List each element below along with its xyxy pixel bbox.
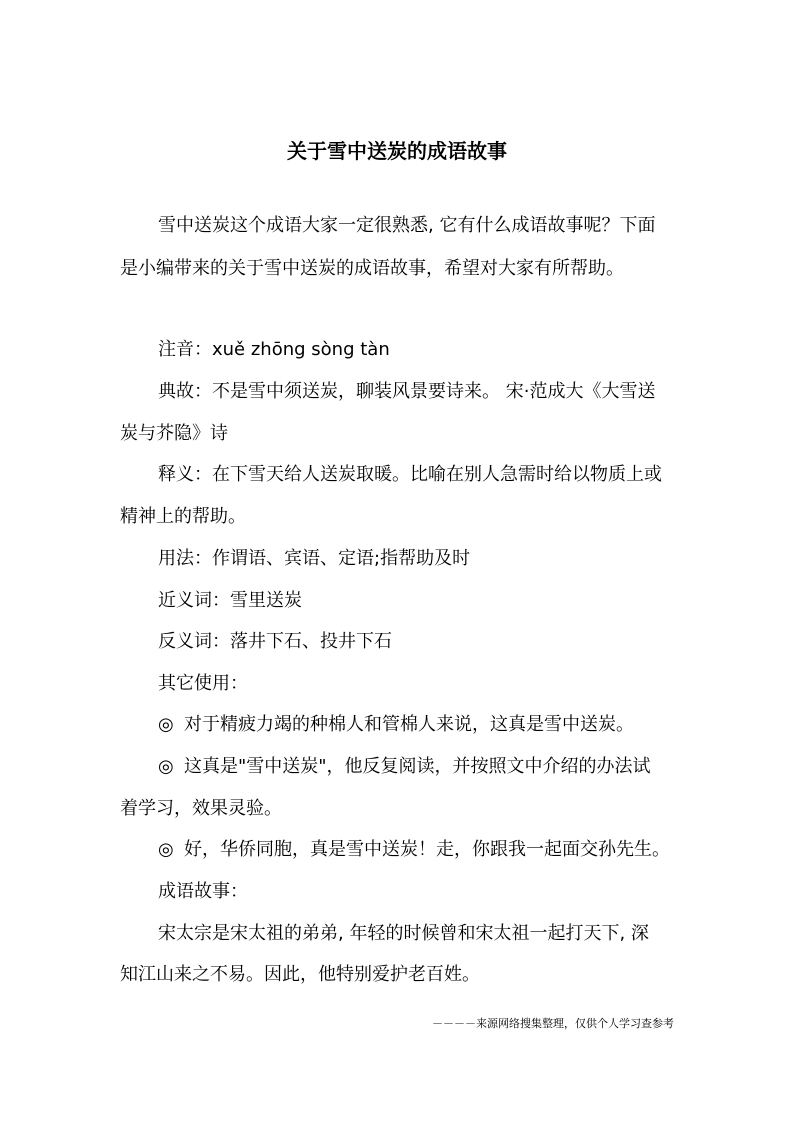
intro-line-2: 是小编带来的关于雪中送炭的成语故事，希望对大家有所帮助。 — [120, 258, 624, 279]
meaning-line-1: 释义：在下雪天给人送炭取暖。比喻在别人急需时给以物质上或 — [158, 464, 662, 485]
story-line-2: 知江山来之不易。因此，他特别爱护老百姓。 — [120, 964, 480, 985]
pinyin-line: 注音：xuě zhōng sòng tàn — [158, 339, 390, 360]
meaning-line-2: 精神上的帮助。 — [120, 506, 246, 527]
other-usage-heading: 其它使用： — [158, 673, 248, 694]
example-2-continued: 着学习，效果灵验。 — [120, 798, 282, 819]
source-footer: －－－－来源网络搜集整理，仅供个人学习查参考 — [432, 1017, 674, 1030]
allusion-line-1: 典故：不是雪中须送炭，聊装风景要诗来。 宋·范成大《大雪送 — [158, 381, 656, 402]
example-3 — [158, 837, 670, 863]
bullet-icon: ◎ — [158, 756, 174, 777]
document-title: 关于雪中送炭的成语故事 — [287, 139, 507, 163]
example-1 — [158, 712, 634, 738]
bullet-icon: ◎ — [158, 714, 174, 735]
story-line-1: 宋太宗是宋太祖的弟弟, 年轻的时候曾和宋太祖一起打天下, 深 — [158, 923, 649, 944]
synonym-line: 近义词：雪里送炭 — [158, 590, 302, 611]
example-1-text: 对于精疲力竭的种棉人和管棉人来说，这真是雪中送炭。 — [184, 714, 634, 735]
example-2 — [158, 754, 651, 780]
antonym-line: 反义词：落井下石、投井下石 — [158, 631, 392, 652]
allusion-line-2: 炭与芥隐》诗 — [120, 423, 228, 444]
example-3-text: 好，华侨同胞，真是雪中送炭！走，你跟我一起面交孙先生。 — [184, 839, 670, 860]
example-2-text: 这真是"雪中送炭"，他反复阅读，并按照文中介绍的办法试 — [184, 756, 651, 777]
usage-line: 用法：作谓语、宾语、定语;指帮助及时 — [158, 548, 471, 569]
bullet-icon: ◎ — [158, 839, 174, 860]
story-heading: 成语故事： — [158, 881, 248, 902]
intro-line-1: 雪中送炭这个成语大家一定很熟悉, 它有什么成语故事呢？下面 — [158, 215, 656, 236]
